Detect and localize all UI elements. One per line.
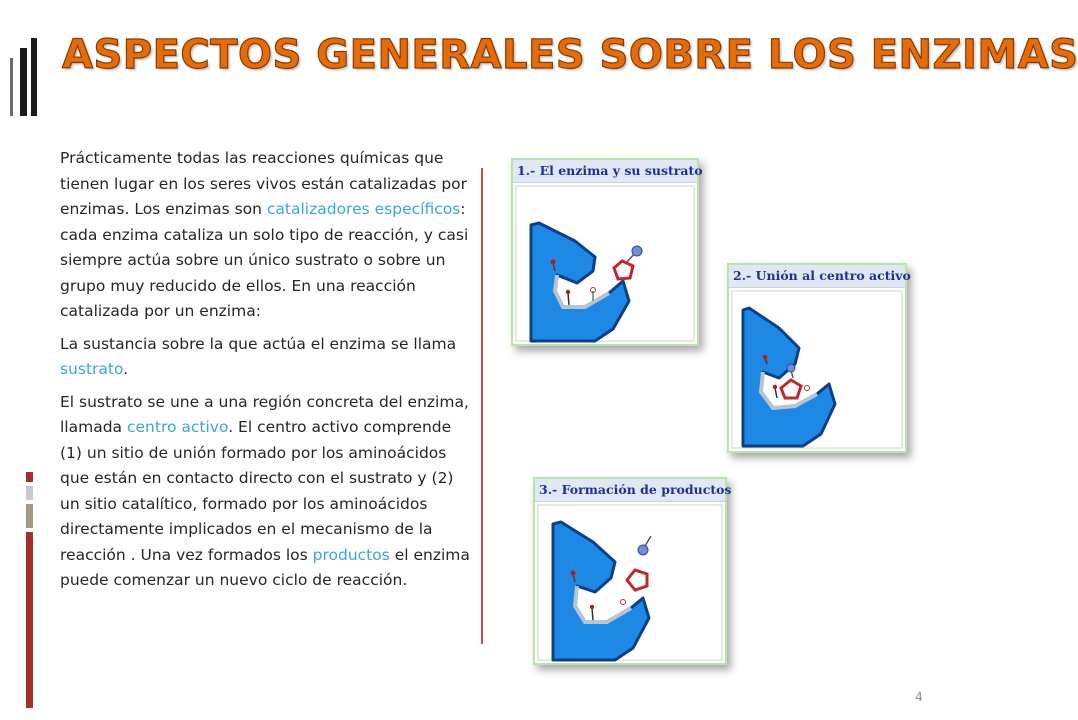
paragraph-centro-activo [60,390,470,594]
paragraph-intro [60,146,470,325]
slide-title: ASPECTOS GENERALES SOBRE LOS ENZIMAS [62,32,1078,78]
paragraph-intro-text-end: : cada enzima cataliza un solo tipo de reacción, y casi siempre actúa sobre un único sustrato o sobre un grupo muy reducido de ellos. En una reacción catalizada por un enzima: [60,200,469,320]
highlight-centro-activo: centro activo [126,418,229,436]
figure-enzyme-substrate [511,158,703,346]
paragraph-centro-text-end: el enzima puede comenzar un nuevo ciclo de reacción. [60,545,470,589]
figure-label: 3.- Formación de productos [535,479,725,502]
column-divider [481,168,483,644]
product-formation-illustration [535,502,725,663]
highlight-catalizadores: catalizadores específicos [266,200,461,218]
enzyme-substrate-illustration [513,183,697,344]
body-text [60,146,470,601]
title-decoration [0,0,40,120]
figure-label: 2.- Unión al centro activo [729,265,905,288]
paragraph-sustrato-end: . [123,360,129,378]
paragraph-centro-text: El sustrato se une a una región concreta del enzima, llamada [60,392,469,436]
paragraph-intro-text: Prácticamente todas las reacciones químicas que tienen lugar en los seres vivos están catalizadas por enzimas. Los enzimas son [60,149,468,218]
highlight-sustrato: sustrato [60,360,124,378]
figure-active-site-binding [727,263,911,453]
highlight-productos: productos [312,545,390,564]
figure-label: 1.- El enzima y su sustrato [513,160,697,183]
paragraph-sustrato [60,332,470,383]
figure-product-formation [533,477,732,665]
paragraph-sustrato-text: La sustancia sobre la que actúa el enzima se llama [60,334,457,353]
paragraph-centro-text-mid: . El centro activo comprende (1) un sitio de unión formado por los aminoácidos que están en contacto directo con el sustrato y (2) un sitio catalítico, formado por los aminoácidos directamente implicados en el mecanismo de la reacción . Una vez formados los [60,418,454,564]
side-accent-bars [26,472,36,712]
page-number: 4 [915,690,923,704]
active-site-binding-illustration [729,288,905,451]
